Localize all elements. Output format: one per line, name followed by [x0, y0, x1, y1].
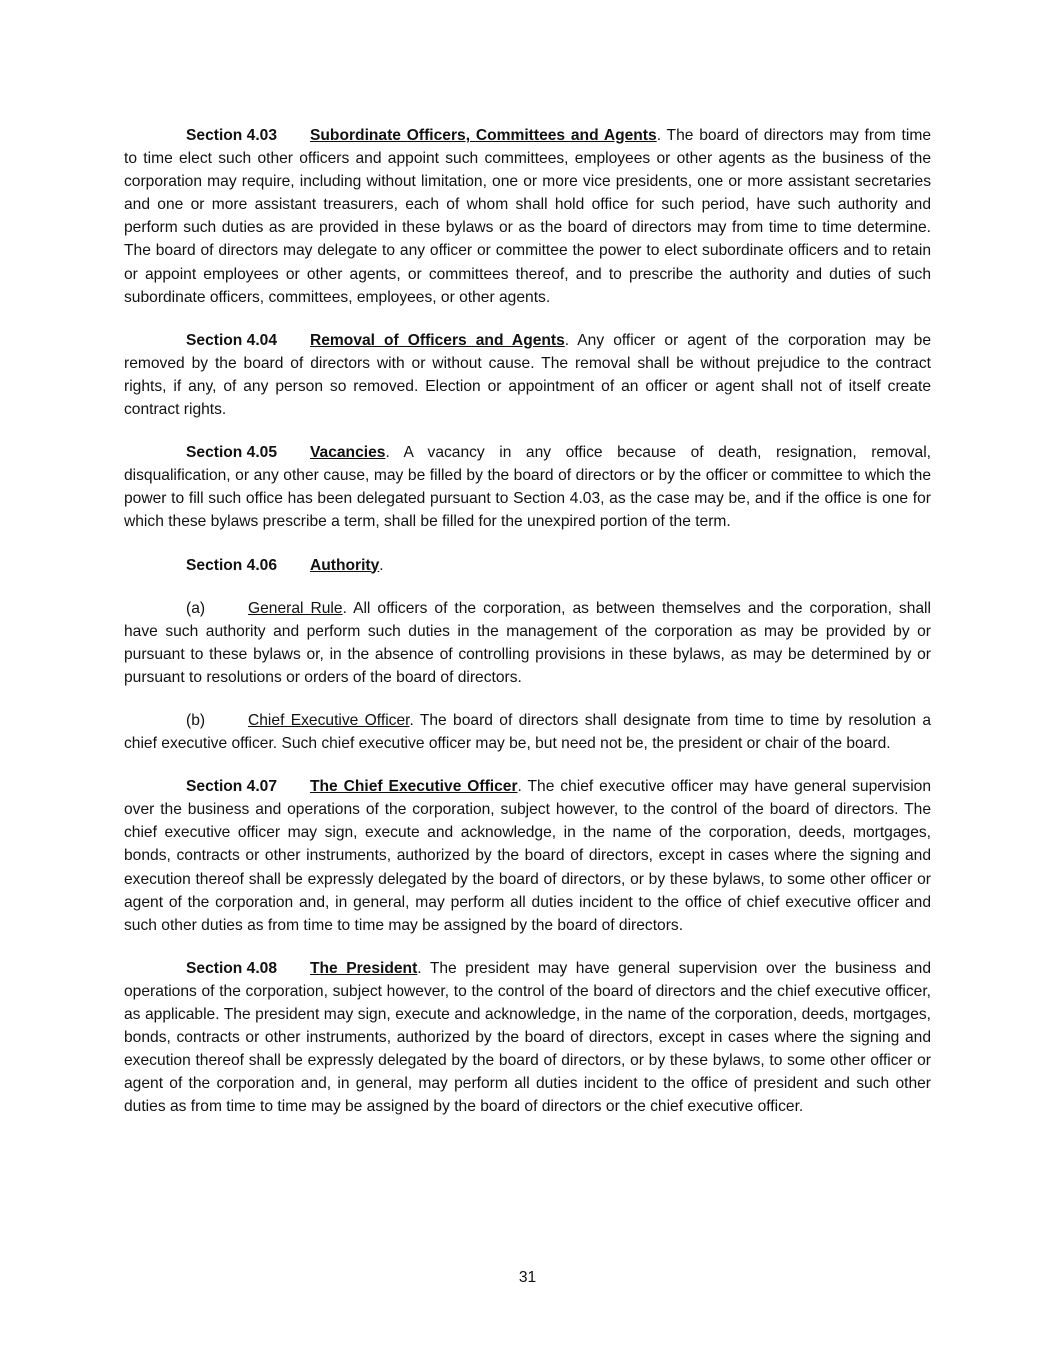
- section-4-06-a: [124, 597, 931, 689]
- section-number: Section 4.07: [186, 778, 278, 796]
- section-body: .: [379, 556, 384, 574]
- section-body: . The board of directors may from time to time elect such other officers and appoint such committees, employees or other agents as the business of the corporation may require, including without limitation, one or more vice presidents, one or more assistant secretaries and one or more assistant treasurers, each of whom shall hold office for such period, have such authority and perform such duties as are provided in these bylaws or as the board of directors may from time to time determine. The board of directors may delegate to any officer or committee the power to elect subordinate officers and to retain or appoint employees or other agents, or committees thereof, and to prescribe the authority and duties of such subordinate officers, committees, employees, or other agents.: [124, 127, 931, 306]
- section-title: The President: [310, 959, 418, 977]
- subsection-number: (b): [186, 711, 206, 729]
- section-title: Removal of Officers and Agents: [310, 331, 565, 349]
- section-4-04: [124, 329, 931, 421]
- document-page: [124, 124, 931, 1138]
- section-title: Vacancies: [310, 444, 386, 462]
- subsection-number: (a): [186, 599, 206, 617]
- section-4-03: [124, 124, 931, 309]
- section-4-08: [124, 957, 931, 1119]
- subsection-title: General Rule: [248, 599, 343, 617]
- section-number: Section 4.04: [186, 331, 278, 349]
- section-4-05: [124, 441, 931, 533]
- subsection-body: . The board of directors shall designate from time to time by resolution a chief executive officer. Such chief executive officer may be, but need not be, the president or chair of the board.: [124, 711, 931, 753]
- subsection-title: Chief Executive Officer: [248, 711, 410, 729]
- section-number: Section 4.03: [186, 127, 278, 144]
- section-title: Authority: [310, 556, 380, 574]
- page-number: 31: [518, 1269, 537, 1286]
- section-title: The Chief Executive Officer: [310, 778, 518, 796]
- section-4-06-b: [124, 709, 931, 755]
- section-body: . Any officer or agent of the corporation may be removed by the board of directors with or without cause. The removal shall be without prejudice to the contract rights, if any, of any person so removed. Election or appointment of an officer or agent shall not of itself create contract rights.: [124, 331, 931, 419]
- section-number: Section 4.05: [186, 444, 278, 462]
- section-4-07: [124, 775, 931, 937]
- section-body: . The president may have general supervision over the business and operations of the corporation, subject however, to the control of the board of directors and the chief executive officer, as applicable. The president may sign, execute and acknowledge, in the name of the corporation, deeds, mortgages, bonds, contracts or other instruments, authorized by the board of directors, except in cases where the signing and execution thereof shall be expressly delegated by the board of directors, or by these bylaws, to some other officer or agent of the corporation and, in general, may perform all duties incident to the office of president and such other duties as from time to time may be assigned by the board of directors or the chief executive officer.: [124, 959, 931, 1116]
- subsection-body: . All officers of the corporation, as between themselves and the corporation, shall have such authority and perform such duties in the management of the corporation as may be provided by or pursuant to these bylaws or, in the absence of controlling provisions in these bylaws, as may be determined by or pursuant to resolutions or orders of the board of directors.: [124, 599, 931, 686]
- section-4-06: [124, 554, 931, 577]
- section-title: Subordinate Officers, Committees and Agents: [310, 127, 657, 144]
- section-body: . A vacancy in any office because of death, resignation, removal, disqualification, or any other cause, may be filled by the board of directors or by the officer or committee to which the power to fill such office has been delegated pursuant to Section 4.03, as the case may be, and if the office is one for which these bylaws prescribe a term, shall be filled for the unexpired portion of the term.: [124, 444, 931, 531]
- section-number: Section 4.06: [186, 556, 278, 574]
- section-body: . The chief executive officer may have general supervision over the business and operations of the corporation, subject however, to the control of the board of directors. The chief executive officer may sign, execute and acknowledge, in the name of the corporation, deeds, mortgages, bonds, contracts or other instruments, authorized by the board of directors, except in cases where the signing and execution thereof shall be expressly delegated by the board of directors, or by these bylaws, to some other officer or agent of the corporation and, in general, may perform all duties incident to the office of chief executive officer and such other duties as from time to time may be assigned by the board of directors.: [124, 778, 931, 934]
- section-number: Section 4.08: [186, 959, 278, 977]
